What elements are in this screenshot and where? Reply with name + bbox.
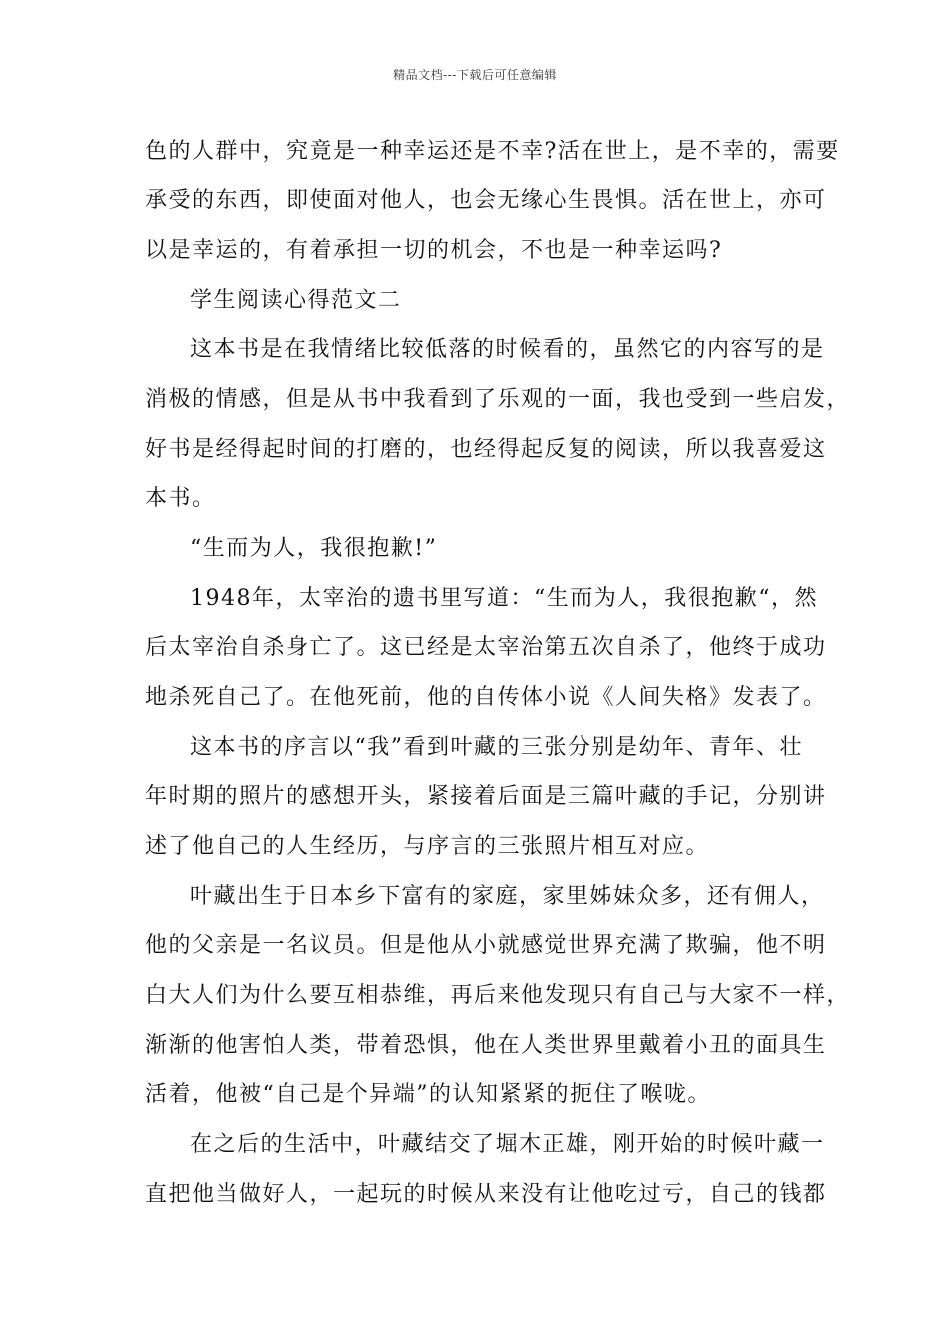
text-line: 消极的情感，但是从书中我看到了乐观的一面，我也受到一些启发，	[145, 387, 851, 412]
text-line: 色的人群中，究竟是一种幸运还是不幸?活在世上，是不幸的，需要	[145, 139, 840, 164]
section-heading: 学生阅读心得范文二	[190, 288, 402, 313]
text-line: 白大人们为什么要互相恭维，再后来他发现只有自己与大家不一样，	[145, 983, 851, 1008]
quote-line: “生而为人，我很抱歉!”	[190, 536, 438, 561]
page-header: 精品文档---下载后可任意编辑	[393, 68, 557, 82]
text-line: 直把他当做好人，一起玩的时候从来没有让他吃过亏，自己的钱都	[145, 1182, 827, 1207]
text-line: 承受的东西，即使面对他人，也会无缘心生畏惧。活在世上，亦可	[145, 188, 827, 213]
text-line: 活着，他被“自己是个异端”的认知紧紧的扼住了喉咙。	[145, 1082, 711, 1107]
text-line: 地杀死自己了。在他死前，他的自传体小说《人间失格》发表了。	[145, 685, 827, 710]
text-line: 这本书的序言以“我”看到叶藏的三张分别是幼年、青年、壮	[190, 735, 803, 760]
text-line: 以是幸运的，有着承担一切的机会，不也是一种幸运吗?	[145, 238, 723, 263]
text-line: 渐渐的他害怕人类，带着恐惧，他在人类世界里戴着小丑的面具生	[145, 1033, 827, 1058]
text-line: 他的父亲是一名议员。但是他从小就感觉世界充满了欺骗，他不明	[145, 933, 827, 958]
text-line: 年时期的照片的感想开头，紧接着后面是三篇叶藏的手记，分别讲	[145, 784, 827, 809]
text-line: 叶藏出生于日本乡下富有的家庭，家里姊妹众多，还有佣人，	[190, 884, 825, 909]
text-line: 本书。	[145, 486, 216, 511]
text-line: 1948年，太宰治的遗书里写道：“生而为人，我很抱歉“，然	[190, 586, 818, 611]
text-line: 后太宰治自杀身亡了。这已经是太宰治第五次自杀了，他终于成功	[145, 635, 827, 660]
text-line: 这本书是在我情绪比较低落的时候看的，虽然它的内容写的是	[190, 337, 825, 362]
text-line: 在之后的生活中，叶藏结交了堀木正雄，刚开始的时候叶藏一	[190, 1132, 825, 1157]
text-line: 好书是经得起时间的打磨的，也经得起反复的阅读，所以我喜爱这	[145, 437, 827, 462]
text-line: 述了他自己的人生经历，与序言的三张照片相互对应。	[145, 834, 710, 859]
